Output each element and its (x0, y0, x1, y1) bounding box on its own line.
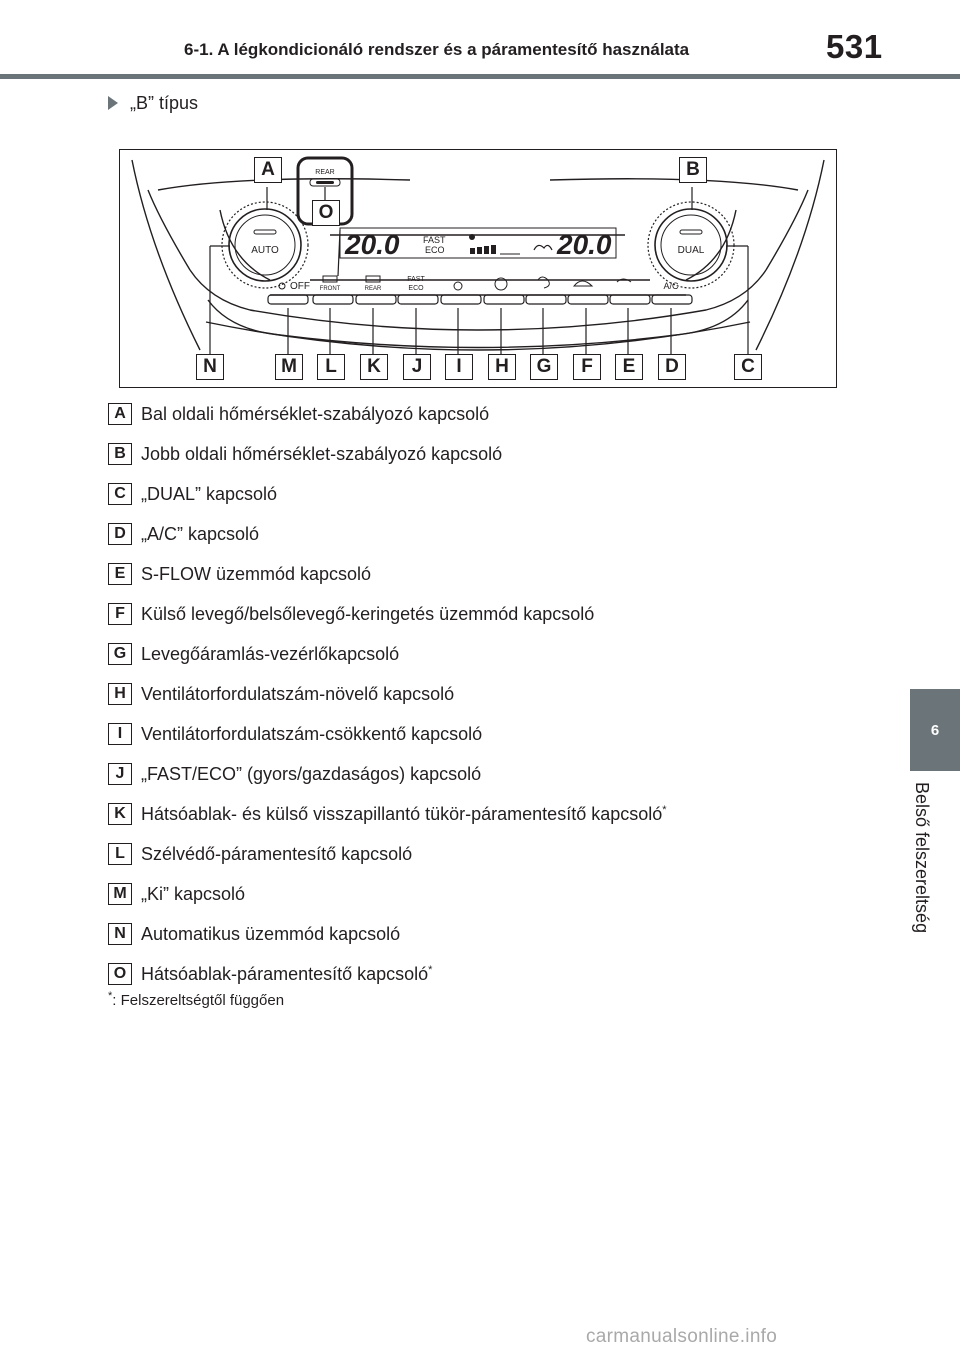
legend-item (108, 914, 667, 954)
legend-badge: A (108, 403, 132, 425)
page-header-title: 6-1. A légkondicionáló rendszer és a páramentesítő használata (184, 40, 690, 59)
legend-badge: B (108, 443, 132, 465)
callout-l: L (317, 354, 345, 380)
legend-item (108, 634, 667, 674)
rear-defog-icon (366, 276, 380, 282)
eco-button-label: ECO (408, 285, 424, 292)
legend-item (108, 394, 667, 434)
fast-button-label: FAST (407, 276, 425, 283)
off-button-label: OFF (290, 281, 310, 292)
rear-top-label: REAR (315, 169, 335, 176)
legend-text: Szélvédő-páramentesítő kapcsoló (141, 843, 413, 864)
page-number: 531 (826, 28, 883, 65)
legend-text: „Ki” kapcsoló (141, 883, 246, 904)
legend-text: Külső levegő/belsőlevegő-keringetés üzemmód kapcsoló (141, 603, 595, 624)
legend-item (108, 714, 667, 754)
legend-text: „A/C” kapcsoló (141, 523, 260, 544)
climate-panel-figure (119, 149, 837, 388)
legend-text: „FAST/ECO” (gyors/gazdaságos) kapcsoló (141, 763, 482, 784)
legend-badge: D (108, 523, 132, 545)
display-eco: ECO (425, 245, 445, 255)
legend-badge: H (108, 683, 132, 705)
auto-knob-label: AUTO (251, 245, 279, 256)
footnote-text: : Felszereltségtől függően (112, 992, 285, 1009)
legend-item (108, 594, 667, 634)
legend-item (108, 434, 667, 474)
callout-a: A (254, 157, 282, 183)
footnote (108, 990, 284, 1009)
callout-i: I (445, 354, 473, 380)
watermark: carmanualsonline.info (586, 1326, 778, 1347)
callout-b: B (679, 157, 707, 183)
front-button-label: FRONT (319, 286, 341, 292)
callout-m: M (275, 354, 303, 380)
callout-n: N (196, 354, 224, 380)
triangle-bullet-icon (108, 96, 118, 110)
section-heading-text: „B” típus (130, 92, 199, 113)
footnote-asterisk: * (108, 990, 113, 1002)
legend-badge: F (108, 603, 132, 625)
legend-badge: K (108, 803, 132, 825)
legend-item (108, 754, 667, 794)
legend-text: „DUAL” kapcsoló (141, 483, 278, 504)
legend-item (108, 874, 667, 914)
legend-text: Jobb oldali hőmérséklet-szabályozó kapcsoló (141, 443, 503, 464)
legend-text: Ventilátorfordulatszám-csökkentő kapcsoló (141, 723, 483, 744)
rear-button-label: REAR (364, 286, 382, 292)
dual-knob-label: DUAL (677, 245, 705, 256)
chapter-tab: 6 (910, 689, 960, 771)
climate-panel-drawing (120, 150, 836, 387)
legend-badge: N (108, 923, 132, 945)
legend-badge: G (108, 643, 132, 665)
legend-text: Hátsóablak-páramentesítő kapcsoló* (141, 963, 433, 984)
legend-text: Ventilátorfordulatszám-növelő kapcsoló (141, 683, 455, 704)
legend-text: Levegőáramlás-vezérlőkapcsoló (141, 643, 400, 664)
legend-text: Bal oldali hőmérséklet-szabályozó kapcsoló (141, 403, 490, 424)
section-heading (108, 92, 198, 114)
airflow-mode-icon (538, 277, 549, 288)
callout-h: H (488, 354, 516, 380)
legend-item (108, 674, 667, 714)
airflow-display-icon (534, 245, 552, 250)
legend-text: Hátsóablak- és külső visszapillantó tükör-páramentesítő kapcsoló* (141, 803, 667, 824)
callout-e: E (615, 354, 643, 380)
ac-button-label: A/C (663, 281, 679, 291)
legend-badge: I (108, 723, 132, 745)
callout-j: J (403, 354, 431, 380)
legend-item (108, 834, 667, 874)
legend-badge: L (108, 843, 132, 865)
footnote-mark: * (662, 803, 667, 816)
legend-badge: E (108, 563, 132, 585)
legend-badge: M (108, 883, 132, 905)
fan-level-bars-icon (469, 234, 496, 254)
callout-o: O (312, 200, 340, 226)
legend-item (108, 474, 667, 514)
legend-badge: O (108, 963, 132, 985)
legend-item (108, 514, 667, 554)
header-rule (0, 74, 960, 79)
callout-c: C (734, 354, 762, 380)
legend-item (108, 954, 667, 994)
left-temp-display: 20.0 (345, 229, 400, 260)
footnote-mark: * (428, 963, 433, 976)
legend-item (108, 554, 667, 594)
display-fast: FAST (423, 235, 446, 245)
recirculation-icon (574, 281, 592, 286)
legend-item (108, 794, 667, 834)
front-defog-icon (323, 276, 337, 282)
legend-text: S-FLOW üzemmód kapcsoló (141, 563, 372, 584)
fan-down-icon (454, 282, 462, 290)
legend-badge: C (108, 483, 132, 505)
callout-g: G (530, 354, 558, 380)
legend-list (108, 394, 667, 994)
callout-f: F (573, 354, 601, 380)
legend-text: Automatikus üzemmód kapcsoló (141, 923, 401, 944)
legend-badge: J (108, 763, 132, 785)
right-temp-display: 20.0 (557, 229, 612, 260)
callout-d: D (658, 354, 686, 380)
callout-k: K (360, 354, 388, 380)
chapter-side-label: Belső felszereltség (912, 782, 932, 934)
